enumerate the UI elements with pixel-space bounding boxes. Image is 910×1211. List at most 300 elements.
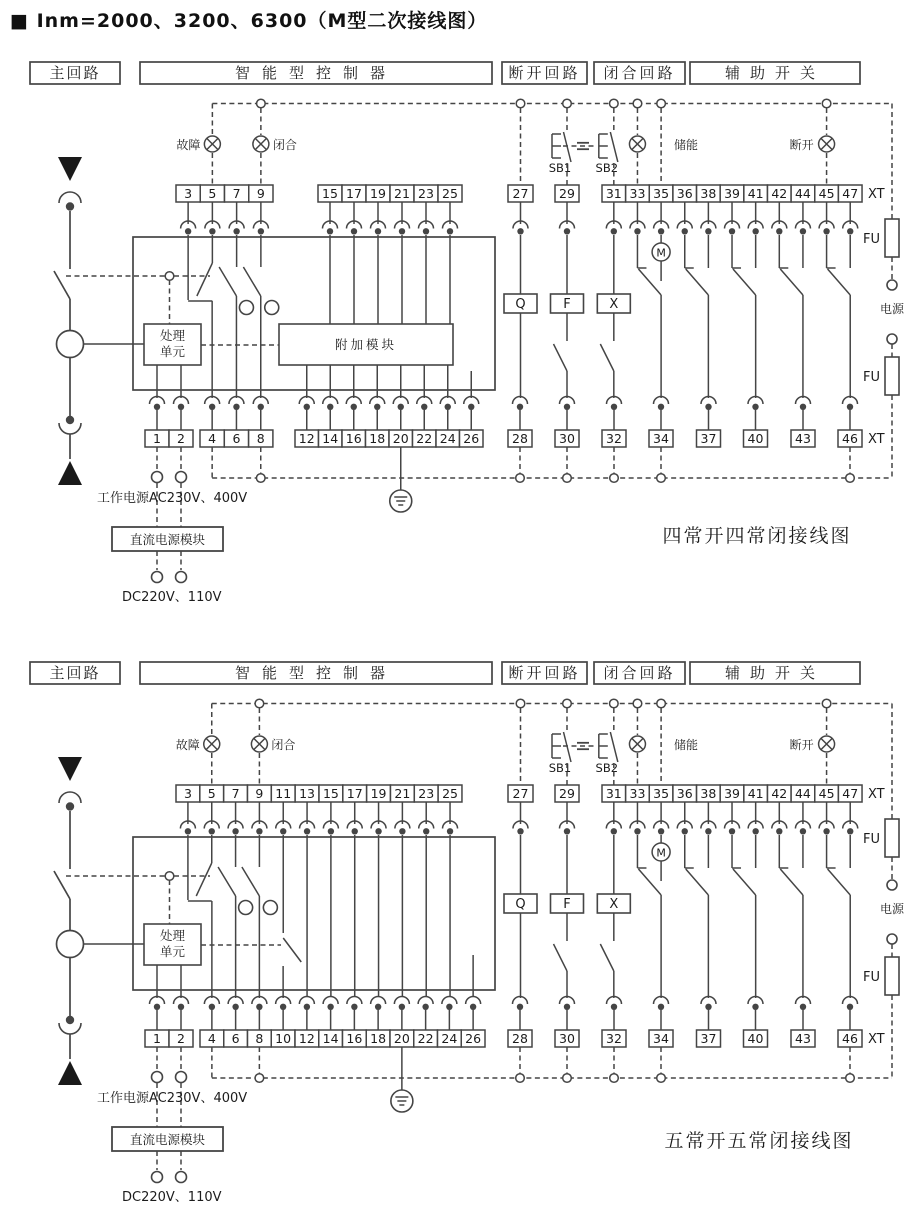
plug-dot-icon xyxy=(154,404,160,410)
switch-contact xyxy=(828,269,851,295)
plug-icon xyxy=(59,792,81,803)
terminal-number: 37 xyxy=(700,431,717,446)
terminal-number: 7 xyxy=(232,186,241,201)
terminal-number: 15 xyxy=(322,786,339,801)
processing-unit-label: 处理 xyxy=(159,928,186,943)
fault-lamp-label: 故障 xyxy=(175,738,200,752)
plug-dot-icon xyxy=(800,404,806,410)
plug-dot-icon xyxy=(823,828,829,834)
terminal-number: 6 xyxy=(231,1031,240,1046)
close-lamp-label: 闭合 xyxy=(271,738,296,752)
plug-dot-icon xyxy=(209,228,215,234)
terminal-number: 18 xyxy=(369,431,386,446)
bus-junction xyxy=(165,872,174,881)
bus-junction xyxy=(256,474,265,483)
bus-junction xyxy=(563,99,572,108)
terminal-number: 36 xyxy=(676,186,693,201)
plug-dot-icon xyxy=(445,404,451,410)
terminal-point xyxy=(176,1072,187,1083)
pushbutton-icon xyxy=(552,132,571,162)
terminal-number: 46 xyxy=(842,1031,858,1046)
terminal-point xyxy=(887,934,897,944)
terminal-number: 17 xyxy=(346,786,363,801)
plug-dot-icon xyxy=(705,1004,711,1010)
contact-ring-icon xyxy=(239,301,253,315)
bus-junction xyxy=(657,99,666,108)
controller-box xyxy=(66,235,495,398)
close-lamp-label: 闭合 xyxy=(272,138,297,152)
plug-dot-icon xyxy=(564,404,570,410)
terminal-number: 30 xyxy=(559,431,575,446)
plug-icon xyxy=(394,997,409,1005)
switch-contact xyxy=(554,344,568,371)
terminal-number: 41 xyxy=(747,786,764,801)
terminal-number: 24 xyxy=(439,431,456,446)
plug-dot-icon xyxy=(232,1004,238,1010)
plug-dot-icon xyxy=(258,404,264,410)
terminal-point xyxy=(152,1072,163,1083)
bus-junction xyxy=(610,99,619,108)
plug-dot-icon xyxy=(327,228,333,234)
ac-power-label: 工作电源AC230V、400V xyxy=(97,1091,248,1106)
terminal-number: 39 xyxy=(724,786,740,801)
diagram-caption: 四常开四常闭接线图 xyxy=(662,525,852,547)
terminal-number: 34 xyxy=(653,1031,669,1046)
terminal-number: 40 xyxy=(747,431,764,446)
contact-ring-icon xyxy=(263,901,277,915)
terminal-number: 44 xyxy=(794,786,811,801)
terminal-number: 39 xyxy=(724,186,740,201)
plug-dot-icon xyxy=(564,828,570,834)
plug-dot-icon xyxy=(823,228,829,234)
fuse-label: FU xyxy=(863,232,880,247)
plug-dot-icon xyxy=(564,1004,570,1010)
dc-voltage-label: DC220V、110V xyxy=(122,1190,222,1205)
terminal-number: 31 xyxy=(605,186,622,201)
ac-power-label: 工作电源AC230V、400V xyxy=(97,491,248,506)
breaker-contact xyxy=(54,871,70,899)
plug-dot-icon xyxy=(611,828,617,834)
plug-dot-icon xyxy=(422,1004,428,1010)
terminal-number: 1 xyxy=(153,431,161,446)
plug-dot-icon xyxy=(752,828,758,834)
plug-dot-icon xyxy=(352,828,358,834)
plug-dot-icon xyxy=(256,1004,262,1010)
page-title: ■ Inm=2000、3200、6300（M型二次接线图） xyxy=(10,10,488,32)
release-and-aux-section xyxy=(504,235,850,398)
terminal-number: 42 xyxy=(771,786,788,801)
plug-dot-icon xyxy=(280,1004,286,1010)
plug-dot-icon xyxy=(328,828,334,834)
terminal-number: 37 xyxy=(700,1031,717,1046)
plug-dot-icon xyxy=(209,828,215,834)
plug-dot-icon xyxy=(304,404,310,410)
busbar-arrow-icon xyxy=(58,1061,82,1085)
top-control-bus xyxy=(176,699,892,785)
terminal-number: 14 xyxy=(322,431,339,446)
processing-unit-label: 单元 xyxy=(159,344,186,359)
switch-contact xyxy=(686,269,709,295)
plug-dot-icon xyxy=(705,404,711,410)
section-header-label: 断开回路 xyxy=(508,664,581,682)
diagram-five-no-five-nc xyxy=(30,662,905,1205)
terminal-number: 20 xyxy=(393,1031,410,1046)
plug-dot-icon xyxy=(446,1004,452,1010)
switch-contact xyxy=(610,732,618,762)
section-header-label: 断开回路 xyxy=(508,64,581,82)
plug-dot-icon xyxy=(351,1004,357,1010)
section-headers xyxy=(30,662,860,684)
terminal-number: 47 xyxy=(842,786,859,801)
terminal-number: 16 xyxy=(345,431,362,446)
plug-dot-icon xyxy=(658,404,664,410)
plug-icon xyxy=(347,997,362,1005)
processing-unit-label: 处理 xyxy=(159,328,186,343)
fuse-icon xyxy=(885,957,899,995)
main-circuit xyxy=(54,757,144,1085)
terminal-number: 3 xyxy=(184,186,193,201)
plug-dot-icon xyxy=(682,228,688,234)
diagram-caption: 五常开五常闭接线图 xyxy=(664,1130,854,1152)
contact-ring-icon xyxy=(239,901,253,915)
bus-junction xyxy=(633,99,642,108)
plug-icon xyxy=(418,997,433,1005)
lamp-icon xyxy=(204,736,220,752)
plug-dot-icon xyxy=(752,228,758,234)
controller-box xyxy=(66,835,495,998)
plug-dot-icon xyxy=(729,828,735,834)
terminal-number: 16 xyxy=(346,1031,363,1046)
pushbutton-icon xyxy=(552,732,571,762)
terminal-number: 11 xyxy=(275,786,292,801)
terminal-number: 33 xyxy=(629,186,646,201)
terminal-number: 34 xyxy=(653,431,669,446)
plug-dot-icon xyxy=(517,404,523,410)
motor-label: M xyxy=(656,246,666,260)
terminal-number: 32 xyxy=(606,1031,622,1046)
plug-dot-icon xyxy=(185,828,191,834)
bus-junction xyxy=(822,99,831,108)
dc-voltage-label: DC220V、110V xyxy=(122,590,222,605)
module-label: 附加模块 xyxy=(334,337,398,352)
coil-label: X xyxy=(609,297,619,312)
plug-dot-icon xyxy=(258,228,264,234)
terminal-number: 29 xyxy=(559,786,575,801)
lamp-icon xyxy=(253,136,269,152)
plug-dot-icon xyxy=(611,1004,617,1010)
contact-ring-icon xyxy=(265,301,279,315)
terminal-number: 18 xyxy=(370,1031,387,1046)
terminal-number: 1 xyxy=(153,1031,161,1046)
bus-junction xyxy=(846,474,855,483)
terminal-point xyxy=(176,472,187,483)
busbar-arrow-icon xyxy=(58,757,82,781)
plug-dot-icon xyxy=(682,828,688,834)
plug-dot-icon xyxy=(327,1004,333,1010)
terminal-number: 35 xyxy=(653,786,670,801)
busbar-arrow-icon xyxy=(58,157,82,181)
plug-icon xyxy=(59,423,81,434)
switch-contact xyxy=(600,344,614,371)
plug-dot-icon xyxy=(847,404,853,410)
section-header-label: 闭合回路 xyxy=(603,64,676,82)
plug-dot-icon xyxy=(470,1004,476,1010)
terminal-number: 38 xyxy=(700,786,717,801)
plug-icon xyxy=(59,1023,81,1034)
power-label: 电源 xyxy=(879,302,905,316)
section-header-label: 闭合回路 xyxy=(603,664,676,682)
bus-junction xyxy=(516,699,525,708)
terminal-number: 23 xyxy=(418,786,435,801)
bus-junction xyxy=(846,1074,855,1083)
terminal-number: 21 xyxy=(394,186,410,201)
bus-junction xyxy=(563,699,572,708)
xt-label: XT xyxy=(868,787,885,802)
bus-junction xyxy=(516,99,525,108)
terminal-number: 14 xyxy=(322,1031,339,1046)
plug-dot-icon xyxy=(399,1004,405,1010)
terminal-number: 40 xyxy=(747,1031,764,1046)
section-header-label: 辅助开关 xyxy=(724,64,826,82)
terminal-number: 5 xyxy=(207,786,216,801)
plug-dot-icon xyxy=(658,828,664,834)
terminal-point xyxy=(887,280,897,290)
plug-dot-icon xyxy=(564,228,570,234)
dc-module-label: 直流电源模块 xyxy=(129,532,206,547)
plug-dot-icon xyxy=(847,1004,853,1010)
terminal-number: 45 xyxy=(818,786,835,801)
plug-dot-icon xyxy=(178,404,184,410)
coil-label: X xyxy=(609,897,619,912)
section-header-label: 主回路 xyxy=(49,664,101,682)
fused-power-column xyxy=(863,104,905,479)
switch-contact xyxy=(828,869,851,895)
plug-dot-icon xyxy=(611,228,617,234)
bus-junction xyxy=(563,1074,572,1083)
bottom-control-bus xyxy=(212,1047,892,1082)
terminal-number: 38 xyxy=(700,186,717,201)
terminal-number: 44 xyxy=(794,186,811,201)
terminal-number: 4 xyxy=(208,431,217,446)
plug-dot-icon xyxy=(421,404,427,410)
plug-icon xyxy=(371,997,386,1005)
terminal-number: 33 xyxy=(629,786,646,801)
motor-label: M xyxy=(656,846,666,860)
lamp-icon xyxy=(629,136,645,152)
terminal-number: 41 xyxy=(747,186,764,201)
dc-module-label: 直流电源模块 xyxy=(129,1132,206,1147)
plug-dot-icon xyxy=(154,1004,160,1010)
open-lamp-label: 断开 xyxy=(789,138,814,152)
terminal-number: 3 xyxy=(183,786,192,801)
switch-contact xyxy=(638,869,661,895)
terminal-number: 22 xyxy=(416,431,433,446)
terminal-number: 43 xyxy=(795,1031,811,1046)
plug-dot-icon xyxy=(447,828,453,834)
pushbutton-label: SB1 xyxy=(548,761,572,775)
terminal-number: 28 xyxy=(512,431,528,446)
coil-label: Q xyxy=(515,297,526,312)
fuse-label: FU xyxy=(863,832,880,847)
plug-dot-icon xyxy=(658,1004,664,1010)
terminal-number: 45 xyxy=(818,186,835,201)
fuse-label: FU xyxy=(863,970,880,985)
fuse-icon xyxy=(885,357,899,395)
plug-dot-icon xyxy=(658,228,664,234)
bus-junction xyxy=(516,474,525,483)
plug-dot-icon xyxy=(233,404,239,410)
terminal-number: 22 xyxy=(417,1031,434,1046)
bus-junction xyxy=(255,699,264,708)
fuse-icon xyxy=(885,219,899,257)
section-header-label: 智能型控制器 xyxy=(234,664,398,682)
processing-unit-label: 单元 xyxy=(159,944,186,959)
plug-dot-icon xyxy=(178,1004,184,1010)
bus-junction xyxy=(657,1074,666,1083)
terminal-number: 8 xyxy=(256,431,265,446)
section-header-label: 辅助开关 xyxy=(724,664,826,682)
switch-contact xyxy=(780,869,803,895)
switch-contact xyxy=(554,944,568,971)
plug-dot-icon xyxy=(634,228,640,234)
plug-dot-icon xyxy=(304,1004,310,1010)
plug-dot-icon xyxy=(351,228,357,234)
power-input-section xyxy=(97,1047,247,1205)
current-transformer-icon xyxy=(57,331,84,358)
plug-dot-icon xyxy=(776,828,782,834)
pushbutton-label: SB2 xyxy=(595,761,619,775)
plug-icon xyxy=(466,997,481,1005)
terminal-number: 25 xyxy=(442,186,458,201)
power-input-section xyxy=(97,447,247,605)
plug-dot-icon xyxy=(280,828,286,834)
plug-dot-icon xyxy=(375,828,381,834)
plug-dot-icon xyxy=(729,228,735,234)
terminal-point xyxy=(887,880,897,890)
plug-dot-icon xyxy=(351,404,357,410)
pushbutton-label: SB1 xyxy=(548,161,572,175)
xt-label: XT xyxy=(868,432,885,447)
plug-dot-icon xyxy=(66,802,74,810)
terminal-number: 27 xyxy=(512,786,529,801)
terminal-number: 43 xyxy=(795,431,811,446)
plug-dot-icon xyxy=(752,1004,758,1010)
terminal-number: 42 xyxy=(771,186,788,201)
terminal-number: 25 xyxy=(442,786,458,801)
terminal-point xyxy=(176,1172,187,1183)
terminal-number: 29 xyxy=(559,186,575,201)
bus-junction xyxy=(822,699,831,708)
switch-contact xyxy=(733,869,756,895)
terminal-number: 9 xyxy=(255,786,264,801)
lamp-icon xyxy=(629,736,645,752)
terminal-number: 13 xyxy=(299,786,316,801)
ground-icon xyxy=(391,1047,413,1112)
terminal-number: 8 xyxy=(255,1031,264,1046)
plug-dot-icon xyxy=(705,228,711,234)
terminal-number: 5 xyxy=(208,186,217,201)
terminal-number: 21 xyxy=(394,786,411,801)
terminal-number: 19 xyxy=(370,786,387,801)
terminal-number: 17 xyxy=(346,186,362,201)
plug-dot-icon xyxy=(517,228,523,234)
bus-junction xyxy=(165,272,174,281)
plug-dot-icon xyxy=(800,1004,806,1010)
terminal-number: 24 xyxy=(441,1031,458,1046)
plug-dot-icon xyxy=(209,404,215,410)
xt-label: XT xyxy=(868,187,885,202)
ground-icon xyxy=(390,447,412,512)
terminal-number: 2 xyxy=(177,431,185,446)
terminal-point xyxy=(152,472,163,483)
terminal-number: 2 xyxy=(177,1031,185,1046)
fuse-icon xyxy=(885,819,899,857)
terminal-number: 20 xyxy=(392,431,409,446)
pushbutton-label: SB2 xyxy=(595,161,619,175)
section-headers xyxy=(30,62,860,84)
terminal-number: 10 xyxy=(275,1031,292,1046)
plug-dot-icon xyxy=(66,1016,74,1024)
plug-dot-icon xyxy=(185,228,191,234)
lamp-icon xyxy=(819,736,835,752)
switch-contact xyxy=(686,869,709,895)
coil-label: Q xyxy=(515,897,526,912)
terminal-number: 27 xyxy=(512,186,529,201)
plug-dot-icon xyxy=(256,828,262,834)
main-circuit xyxy=(54,157,144,485)
switch-contact xyxy=(564,132,572,162)
terminal-number: 6 xyxy=(232,431,241,446)
terminal-number: 35 xyxy=(653,186,670,201)
section-header-label: 主回路 xyxy=(49,64,101,82)
release-and-aux-section xyxy=(504,835,850,998)
plug-dot-icon xyxy=(66,416,74,424)
plug-icon xyxy=(323,997,338,1005)
plug-dot-icon xyxy=(517,828,523,834)
bus-junction xyxy=(516,1074,525,1083)
plug-dot-icon xyxy=(209,1004,215,1010)
plug-dot-icon xyxy=(847,828,853,834)
switch-contact xyxy=(733,269,756,295)
plug-dot-icon xyxy=(398,404,404,410)
plug-dot-icon xyxy=(517,1004,523,1010)
plug-icon xyxy=(299,997,314,1005)
bus-junction xyxy=(657,699,666,708)
bus-junction xyxy=(563,474,572,483)
plug-dot-icon xyxy=(233,228,239,234)
terminal-point xyxy=(176,572,187,583)
top-control-bus xyxy=(176,99,892,185)
terminal-number: 36 xyxy=(676,786,693,801)
plug-dot-icon xyxy=(374,404,380,410)
lamp-icon xyxy=(819,136,835,152)
section-header-label: 智能型控制器 xyxy=(234,64,398,82)
terminal-point xyxy=(152,572,163,583)
terminal-number: 32 xyxy=(606,431,622,446)
plug-icon xyxy=(442,997,457,1005)
terminal-number: 26 xyxy=(465,1031,482,1046)
store-label: 储能 xyxy=(674,738,699,752)
coil-label: F xyxy=(563,897,571,912)
plug-dot-icon xyxy=(752,404,758,410)
fuse-label: FU xyxy=(863,370,880,385)
switch-contact xyxy=(638,269,661,295)
plug-dot-icon xyxy=(304,828,310,834)
plug-dot-icon xyxy=(705,828,711,834)
bus-junction xyxy=(610,1074,619,1083)
bus-junction xyxy=(610,699,619,708)
plug-dot-icon xyxy=(423,228,429,234)
